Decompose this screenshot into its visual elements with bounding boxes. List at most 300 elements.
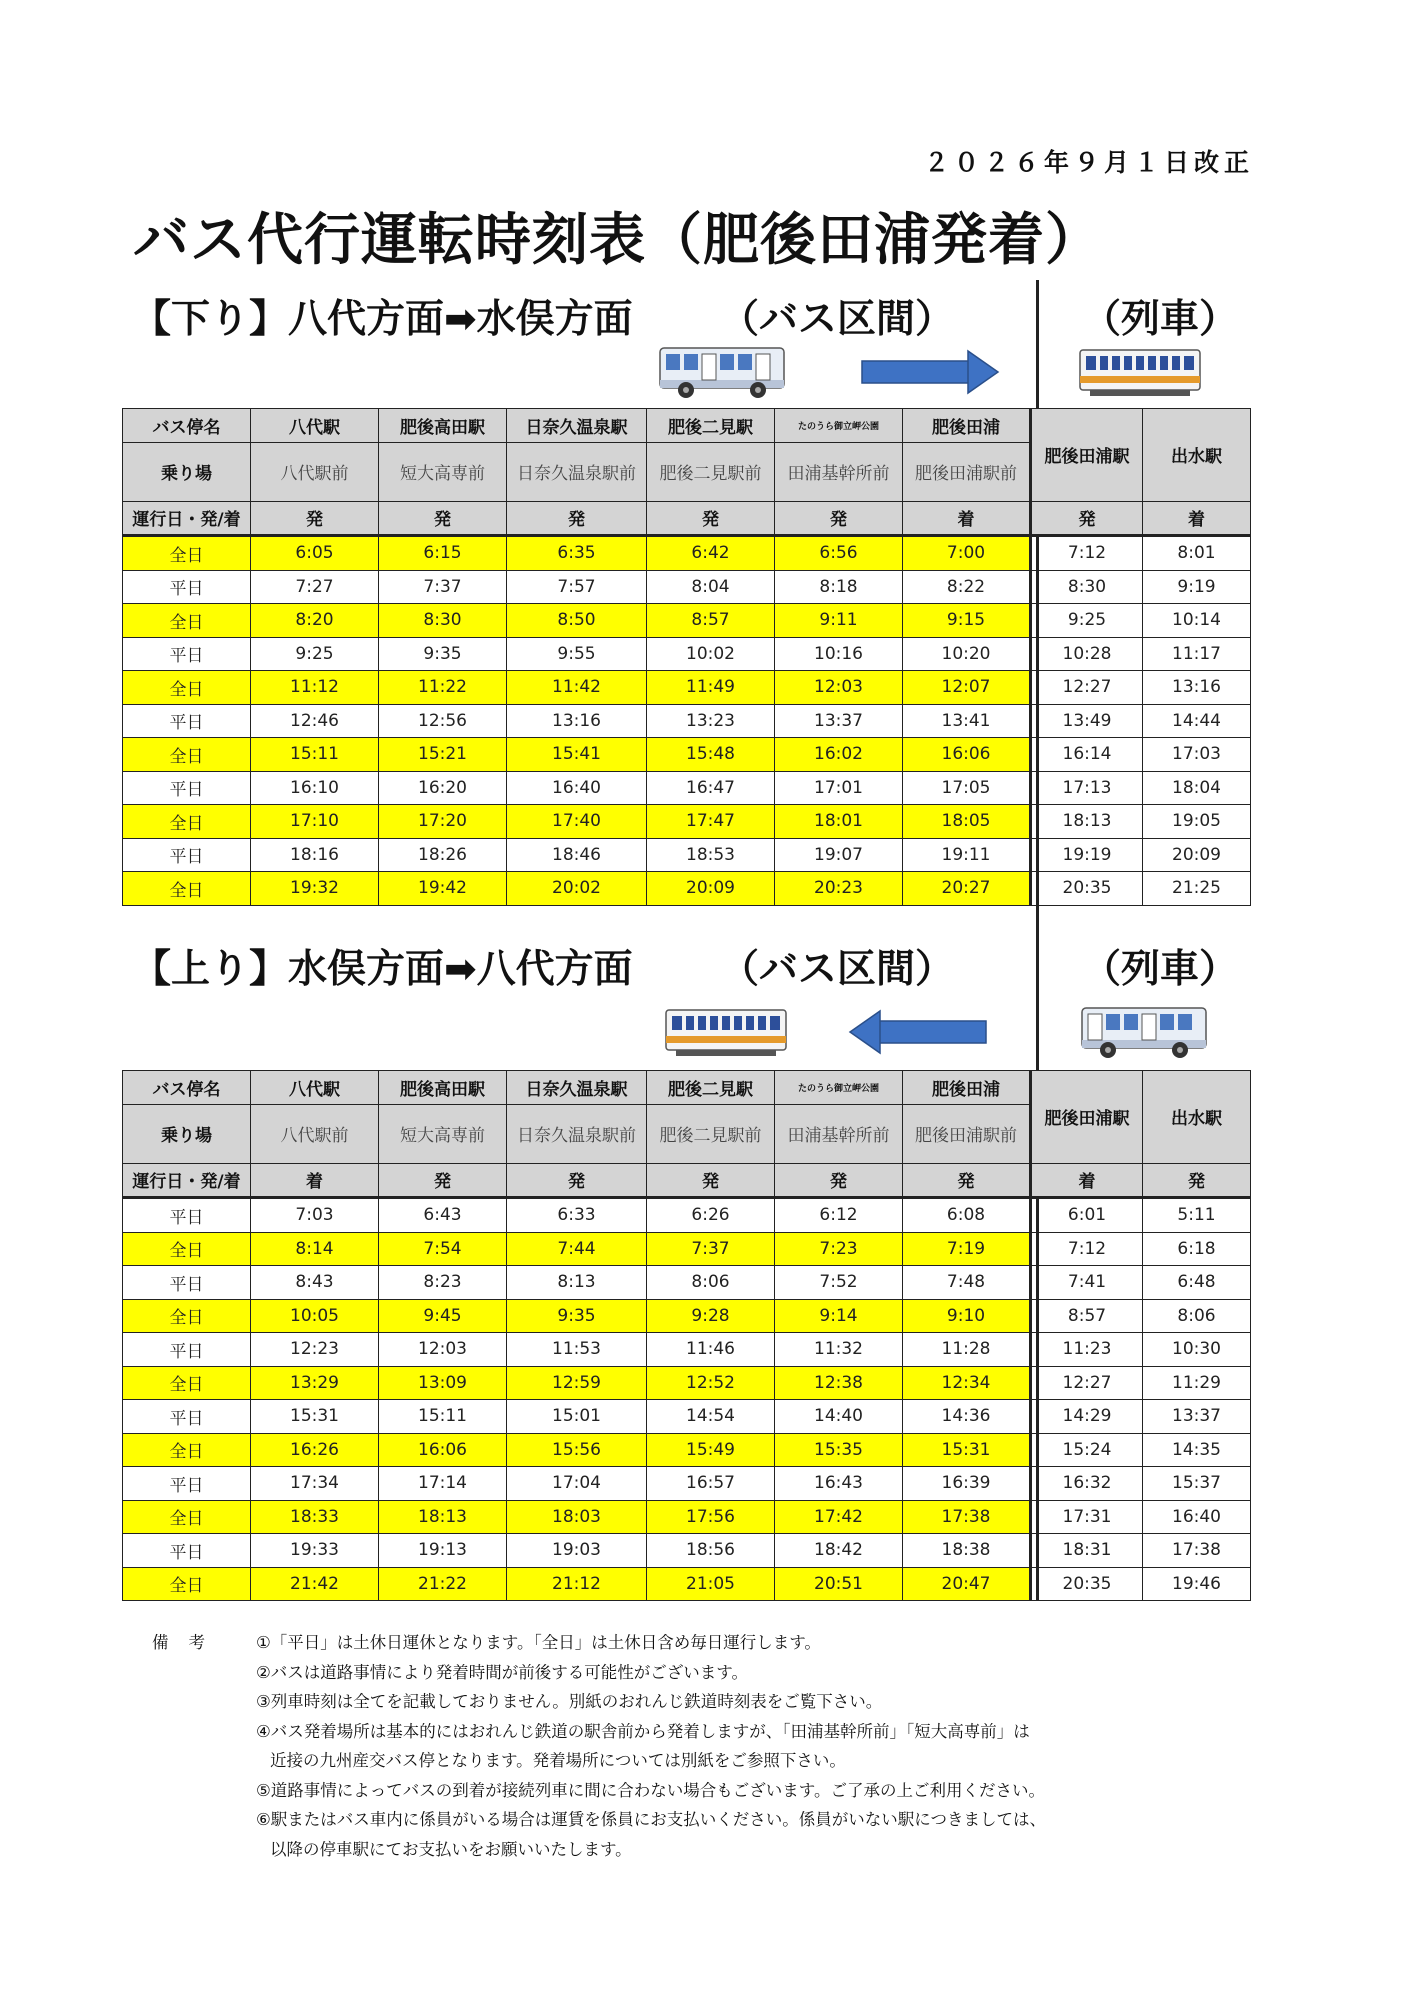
bus-time-cell: 9:10 [903, 1299, 1031, 1333]
bus-time-cell: 7:37 [647, 1232, 775, 1266]
train-time-cell: 18:31 [1031, 1534, 1143, 1568]
bus-time-cell: 16:06 [379, 1433, 507, 1467]
bus-icon [1080, 1004, 1210, 1062]
bus-time-cell: 8:06 [647, 1266, 775, 1300]
station-header: たのうら御立岬公園 [775, 1071, 903, 1105]
direction-cell: 発 [507, 1163, 647, 1198]
bus-time-cell: 6:15 [379, 536, 507, 571]
op-label: 運行日・発/着 [123, 1163, 251, 1198]
direction-cell: 着 [1031, 1163, 1143, 1198]
bus-time-cell: 16:47 [647, 771, 775, 805]
direction-cell: 発 [647, 501, 775, 536]
bus-time-cell: 12:23 [251, 1333, 379, 1367]
note-item: ④バス発着場所は基本的にはおれんじ鉄道の駅舎前から発着しますが、「田浦基幹所前」「短大高専前」は [256, 1721, 1030, 1741]
bus-time-cell: 20:27 [903, 872, 1031, 906]
bus-time-cell: 7:00 [903, 536, 1031, 571]
bus-time-cell: 16:06 [903, 738, 1031, 772]
train-time-cell: 8:06 [1143, 1299, 1251, 1333]
day-type-cell: 平日 [123, 637, 251, 671]
station-header: 日奈久温泉駅 [507, 1071, 647, 1105]
timetable-row [123, 671, 1251, 705]
train-time-cell: 14:44 [1143, 704, 1251, 738]
place-name: 田浦基幹所前 [775, 1104, 903, 1163]
direction-cell: 発 [903, 1163, 1031, 1198]
train-time-cell: 11:23 [1031, 1333, 1143, 1367]
day-type-cell: 平日 [123, 1400, 251, 1434]
train-time-cell: 10:14 [1143, 604, 1251, 638]
bus-time-cell: 17:01 [775, 771, 903, 805]
bus-time-cell: 6:42 [647, 536, 775, 571]
train-time-cell: 20:35 [1031, 1567, 1143, 1601]
day-type-cell: 全日 [123, 805, 251, 839]
direction-cell: 発 [775, 501, 903, 536]
train-time-cell: 9:25 [1031, 604, 1143, 638]
train-time-cell: 17:38 [1143, 1534, 1251, 1568]
train-time-cell: 17:13 [1031, 771, 1143, 805]
train-time-cell: 11:29 [1143, 1366, 1251, 1400]
note-item: 以降の停車駅にてお支払いをお願いいたします。 [270, 1839, 632, 1859]
train-station-header: 出水駅 [1143, 1071, 1251, 1164]
bus-time-cell: 6:33 [507, 1198, 647, 1233]
bus-time-cell: 11:12 [251, 671, 379, 705]
train-time-cell: 7:12 [1031, 536, 1143, 571]
train-time-cell: 6:18 [1143, 1232, 1251, 1266]
train-time-cell: 10:28 [1031, 637, 1143, 671]
station-header: 八代駅 [251, 1071, 379, 1105]
up-timetable [122, 1070, 1251, 1601]
station-header: たのうら御立岬公園 [775, 409, 903, 443]
bus-time-cell: 7:44 [507, 1232, 647, 1266]
direction-cell: 発 [1143, 1163, 1251, 1198]
bus-time-cell: 20:47 [903, 1567, 1031, 1601]
station-header: 肥後高田駅 [379, 1071, 507, 1105]
timetable-row [123, 1467, 1251, 1501]
bus-time-cell: 18:05 [903, 805, 1031, 839]
place-name: 八代駅前 [251, 442, 379, 501]
bus-time-cell: 7:48 [903, 1266, 1031, 1300]
timetable-row [123, 1500, 1251, 1534]
bus-time-cell: 18:03 [507, 1500, 647, 1534]
bus-time-cell: 9:35 [507, 1299, 647, 1333]
note-item: ③列車時刻は全てを記載しておりません。別紙のおれんじ鉄道時刻表をご覧下さい。 [256, 1692, 883, 1711]
day-type-cell: 全日 [123, 738, 251, 772]
day-type-cell: 平日 [123, 838, 251, 872]
train-time-cell: 14:35 [1143, 1433, 1251, 1467]
train-time-cell: 18:04 [1143, 771, 1251, 805]
day-type-cell: 平日 [123, 1333, 251, 1367]
day-type-cell: 全日 [123, 1500, 251, 1534]
bus-time-cell: 7:54 [379, 1232, 507, 1266]
train-time-cell: 8:30 [1031, 570, 1143, 604]
bus-time-cell: 10:16 [775, 637, 903, 671]
bus-time-cell: 8:13 [507, 1266, 647, 1300]
timetable-row [123, 637, 1251, 671]
bus-time-cell: 17:20 [379, 805, 507, 839]
bus-time-cell: 16:40 [507, 771, 647, 805]
direction-cell: 発 [379, 501, 507, 536]
train-time-cell: 17:03 [1143, 738, 1251, 772]
train-time-cell: 13:37 [1143, 1400, 1251, 1434]
train-time-cell: 8:57 [1031, 1299, 1143, 1333]
note-item: 近接の九州産交バス停となります。発着場所については別紙をご参照下さい。 [270, 1751, 846, 1770]
bus-time-cell: 15:56 [507, 1433, 647, 1467]
bus-time-cell: 7:37 [379, 570, 507, 604]
bus-time-cell: 18:42 [775, 1534, 903, 1568]
train-time-cell: 14:29 [1031, 1400, 1143, 1434]
bus-time-cell: 10:02 [647, 637, 775, 671]
direction-cell: 発 [507, 501, 647, 536]
place-name: 短大高専前 [379, 442, 507, 501]
bus-time-cell: 18:38 [903, 1534, 1031, 1568]
bus-time-cell: 15:49 [647, 1433, 775, 1467]
timetable-row [123, 570, 1251, 604]
bus-time-cell: 8:50 [507, 604, 647, 638]
train-time-cell: 19:46 [1143, 1567, 1251, 1601]
timetable-row [123, 1433, 1251, 1467]
bus-time-cell: 7:23 [775, 1232, 903, 1266]
train-time-cell: 20:35 [1031, 872, 1143, 906]
timetable-row [123, 1400, 1251, 1434]
station-header: 肥後田浦 [903, 409, 1031, 443]
bus-time-cell: 18:53 [647, 838, 775, 872]
train-time-cell: 6:48 [1143, 1266, 1251, 1300]
day-type-cell: 全日 [123, 1433, 251, 1467]
timetable-row [123, 704, 1251, 738]
day-type-cell: 平日 [123, 704, 251, 738]
bus-time-cell: 16:10 [251, 771, 379, 805]
timetable-row [123, 1232, 1251, 1266]
bus-time-cell: 16:26 [251, 1433, 379, 1467]
train-time-cell: 19:19 [1031, 838, 1143, 872]
timetable-row [123, 1333, 1251, 1367]
bus-time-cell: 17:42 [775, 1500, 903, 1534]
bus-time-cell: 12:03 [379, 1333, 507, 1367]
bus-time-cell: 8:23 [379, 1266, 507, 1300]
op-label: 運行日・発/着 [123, 501, 251, 536]
bus-time-cell: 16:43 [775, 1467, 903, 1501]
bus-time-cell: 16:20 [379, 771, 507, 805]
bus-time-cell: 19:33 [251, 1534, 379, 1568]
bus-time-cell: 8:04 [647, 570, 775, 604]
bus-time-cell: 10:20 [903, 637, 1031, 671]
bus-time-cell: 11:22 [379, 671, 507, 705]
bus-time-cell: 17:10 [251, 805, 379, 839]
train-time-cell: 15:37 [1143, 1467, 1251, 1501]
bus-time-cell: 15:11 [251, 738, 379, 772]
bus-time-cell: 12:52 [647, 1366, 775, 1400]
down-bus-section-label: （バス区間） [720, 297, 955, 342]
place-name: 八代駅前 [251, 1104, 379, 1163]
bus-time-cell: 6:05 [251, 536, 379, 571]
bus-time-cell: 12:59 [507, 1366, 647, 1400]
timetable-row [123, 838, 1251, 872]
place-name: 肥後田浦駅前 [903, 442, 1031, 501]
bus-time-cell: 20:02 [507, 872, 647, 906]
bus-time-cell: 19:32 [251, 872, 379, 906]
train-time-cell: 7:12 [1031, 1232, 1143, 1266]
bus-time-cell: 11:28 [903, 1333, 1031, 1367]
bus-time-cell: 17:34 [251, 1467, 379, 1501]
direction-cell: 発 [251, 501, 379, 536]
bus-time-cell: 7:03 [251, 1198, 379, 1233]
bus-time-cell: 7:19 [903, 1232, 1031, 1266]
bus-time-cell: 7:52 [775, 1266, 903, 1300]
bus-time-cell: 12:38 [775, 1366, 903, 1400]
train-time-cell: 10:30 [1143, 1333, 1251, 1367]
bus-time-cell: 16:57 [647, 1467, 775, 1501]
bus-time-cell: 18:33 [251, 1500, 379, 1534]
train-time-cell: 19:05 [1143, 805, 1251, 839]
note-item: ⑥駅またはバス車内に係員がいる場合は運賃を係員にお支払いください。係員がいない駅につきましては、 [256, 1810, 1046, 1829]
bus-time-cell: 9:14 [775, 1299, 903, 1333]
bus-time-cell: 9:15 [903, 604, 1031, 638]
bus-time-cell: 8:14 [251, 1232, 379, 1266]
up-section-title: 【上り】水俣方面➡八代方面 [132, 947, 633, 992]
train-time-cell: 16:14 [1031, 738, 1143, 772]
train-time-cell: 18:13 [1031, 805, 1143, 839]
bus-time-cell: 13:41 [903, 704, 1031, 738]
timetable-row [123, 872, 1251, 906]
day-type-cell: 全日 [123, 1299, 251, 1333]
bus-time-cell: 11:53 [507, 1333, 647, 1367]
bus-time-cell: 13:29 [251, 1366, 379, 1400]
bus-time-cell: 9:11 [775, 604, 903, 638]
place-name: 田浦基幹所前 [775, 442, 903, 501]
direction-cell: 発 [647, 1163, 775, 1198]
bus-time-cell: 8:22 [903, 570, 1031, 604]
train-time-cell: 15:24 [1031, 1433, 1143, 1467]
down-section-title: 【下り】八代方面➡水俣方面 [132, 297, 633, 342]
bus-time-cell: 19:42 [379, 872, 507, 906]
timetable-row [123, 738, 1251, 772]
arrow-right-icon [860, 348, 1000, 396]
page-title: バス代行運転時刻表（肥後田浦発着） [133, 208, 1102, 273]
place-name: 短大高専前 [379, 1104, 507, 1163]
place-name: 日奈久温泉駅前 [507, 442, 647, 501]
place-name: 肥後二見駅前 [647, 442, 775, 501]
bus-time-cell: 12:03 [775, 671, 903, 705]
bus-time-cell: 9:55 [507, 637, 647, 671]
station-header: 肥後高田駅 [379, 409, 507, 443]
train-station-header: 肥後田浦駅 [1031, 409, 1143, 502]
train-time-cell: 21:25 [1143, 872, 1251, 906]
bus-time-cell: 15:31 [903, 1433, 1031, 1467]
place-name: 肥後二見駅前 [647, 1104, 775, 1163]
train-time-cell: 17:31 [1031, 1500, 1143, 1534]
bus-time-cell: 15:31 [251, 1400, 379, 1434]
train-station-header: 肥後田浦駅 [1031, 1071, 1143, 1164]
bus-time-cell: 18:16 [251, 838, 379, 872]
bus-time-cell: 17:38 [903, 1500, 1031, 1534]
bus-time-cell: 15:21 [379, 738, 507, 772]
bus-time-cell: 19:07 [775, 838, 903, 872]
timetable-row [123, 604, 1251, 638]
train-time-cell: 12:27 [1031, 1366, 1143, 1400]
bus-time-cell: 6:08 [903, 1198, 1031, 1233]
bus-time-cell: 19:11 [903, 838, 1031, 872]
bus-time-cell: 12:46 [251, 704, 379, 738]
bus-time-cell: 17:47 [647, 805, 775, 839]
bus-time-cell: 15:11 [379, 1400, 507, 1434]
bus-stop-label: バス停名 [123, 1071, 251, 1105]
place-label: 乗り場 [123, 1104, 251, 1163]
day-type-cell: 全日 [123, 1366, 251, 1400]
bus-time-cell: 13:16 [507, 704, 647, 738]
down-timetable [122, 408, 1251, 906]
timetable-row [123, 1366, 1251, 1400]
bus-time-cell: 18:26 [379, 838, 507, 872]
timetable-row [123, 1567, 1251, 1601]
bus-time-cell: 21:22 [379, 1567, 507, 1601]
train-time-cell: 9:19 [1143, 570, 1251, 604]
bus-time-cell: 14:36 [903, 1400, 1031, 1434]
direction-cell: 着 [903, 501, 1031, 536]
bus-time-cell: 19:03 [507, 1534, 647, 1568]
train-time-cell: 7:41 [1031, 1266, 1143, 1300]
day-type-cell: 平日 [123, 570, 251, 604]
place-label: 乗り場 [123, 442, 251, 501]
day-type-cell: 平日 [123, 1534, 251, 1568]
timetable-row [123, 771, 1251, 805]
bus-time-cell: 21:05 [647, 1567, 775, 1601]
train-time-cell: 5:11 [1143, 1198, 1251, 1233]
bus-time-cell: 8:18 [775, 570, 903, 604]
bus-time-cell: 10:05 [251, 1299, 379, 1333]
bus-time-cell: 6:26 [647, 1198, 775, 1233]
bus-time-cell: 11:32 [775, 1333, 903, 1367]
bus-time-cell: 17:04 [507, 1467, 647, 1501]
timetable-row [123, 536, 1251, 571]
day-type-cell: 全日 [123, 872, 251, 906]
bus-time-cell: 21:42 [251, 1567, 379, 1601]
bus-time-cell: 16:02 [775, 738, 903, 772]
train-time-cell: 12:27 [1031, 671, 1143, 705]
bus-time-cell: 6:56 [775, 536, 903, 571]
bus-time-cell: 14:40 [775, 1400, 903, 1434]
bus-stop-label: バス停名 [123, 409, 251, 443]
train-time-cell: 20:09 [1143, 838, 1251, 872]
station-header: 肥後二見駅 [647, 1071, 775, 1105]
bus-time-cell: 17:40 [507, 805, 647, 839]
note-item: ⑤道路事情によってバスの到着が接続列車に間に合わない場合もございます。ご了承の上ご利用ください。 [256, 1780, 1045, 1800]
bus-time-cell: 9:45 [379, 1299, 507, 1333]
bus-time-cell: 15:41 [507, 738, 647, 772]
revision-date: ２０２６年９月１日改正 [923, 148, 1254, 177]
place-name: 日奈久温泉駅前 [507, 1104, 647, 1163]
bus-time-cell: 6:12 [775, 1198, 903, 1233]
day-type-cell: 全日 [123, 604, 251, 638]
bus-time-cell: 9:35 [379, 637, 507, 671]
bus-time-cell: 20:09 [647, 872, 775, 906]
day-type-cell: 全日 [123, 671, 251, 705]
bus-time-cell: 20:23 [775, 872, 903, 906]
train-time-cell: 13:16 [1143, 671, 1251, 705]
bus-time-cell: 21:12 [507, 1567, 647, 1601]
up-train-section-label: （列車） [1082, 947, 1239, 992]
bus-time-cell: 13:23 [647, 704, 775, 738]
bus-time-cell: 18:13 [379, 1500, 507, 1534]
day-type-cell: 平日 [123, 771, 251, 805]
day-type-cell: 平日 [123, 1266, 251, 1300]
bus-time-cell: 12:07 [903, 671, 1031, 705]
bus-time-cell: 7:27 [251, 570, 379, 604]
station-header: 肥後田浦 [903, 1071, 1031, 1105]
timetable-row [123, 1534, 1251, 1568]
note-item: ②バスは道路事情により発着時間が前後する可能性がございます。 [256, 1662, 748, 1682]
bus-icon [658, 344, 788, 402]
train-time-cell: 8:01 [1143, 536, 1251, 571]
bus-time-cell: 18:56 [647, 1534, 775, 1568]
train-time-cell: 16:40 [1143, 1500, 1251, 1534]
note-item: ①「平日」は土休日運休となります。「全日」は土休日含め毎日運行します。 [256, 1633, 821, 1652]
bus-time-cell: 19:13 [379, 1534, 507, 1568]
down-train-section-label: （列車） [1082, 297, 1239, 342]
day-type-cell: 全日 [123, 1232, 251, 1266]
bus-time-cell: 6:35 [507, 536, 647, 571]
train-time-cell: 13:49 [1031, 704, 1143, 738]
day-type-cell: 全日 [123, 1567, 251, 1601]
timetable-row [123, 1266, 1251, 1300]
notes-label: 備考 [152, 1633, 225, 1652]
day-type-cell: 平日 [123, 1198, 251, 1233]
bus-time-cell: 12:56 [379, 704, 507, 738]
direction-cell: 発 [1031, 501, 1143, 536]
train-icon [662, 1004, 792, 1062]
bus-time-cell: 11:49 [647, 671, 775, 705]
bus-time-cell: 7:57 [507, 570, 647, 604]
bus-time-cell: 20:51 [775, 1567, 903, 1601]
day-type-cell: 全日 [123, 536, 251, 571]
train-time-cell: 11:17 [1143, 637, 1251, 671]
bus-time-cell: 11:42 [507, 671, 647, 705]
bus-time-cell: 17:14 [379, 1467, 507, 1501]
timetable-row [123, 1198, 1251, 1233]
station-header: 日奈久温泉駅 [507, 409, 647, 443]
bus-time-cell: 8:30 [379, 604, 507, 638]
bus-time-cell: 15:01 [507, 1400, 647, 1434]
bus-time-cell: 16:39 [903, 1467, 1031, 1501]
bus-time-cell: 17:56 [647, 1500, 775, 1534]
train-time-cell: 16:32 [1031, 1467, 1143, 1501]
bus-time-cell: 13:09 [379, 1366, 507, 1400]
direction-cell: 発 [379, 1163, 507, 1198]
station-header: 八代駅 [251, 409, 379, 443]
train-time-cell: 6:01 [1031, 1198, 1143, 1233]
station-header: 肥後二見駅 [647, 409, 775, 443]
bus-time-cell: 11:46 [647, 1333, 775, 1367]
bus-time-cell: 9:28 [647, 1299, 775, 1333]
direction-cell: 発 [775, 1163, 903, 1198]
train-icon [1076, 344, 1206, 402]
bus-time-cell: 17:05 [903, 771, 1031, 805]
arrow-left-icon [848, 1008, 988, 1056]
bus-time-cell: 8:43 [251, 1266, 379, 1300]
direction-cell: 着 [251, 1163, 379, 1198]
bus-time-cell: 15:48 [647, 738, 775, 772]
bus-time-cell: 18:01 [775, 805, 903, 839]
bus-time-cell: 14:54 [647, 1400, 775, 1434]
bus-time-cell: 15:35 [775, 1433, 903, 1467]
bus-time-cell: 18:46 [507, 838, 647, 872]
direction-cell: 着 [1143, 501, 1251, 536]
timetable-row [123, 1299, 1251, 1333]
bus-time-cell: 8:20 [251, 604, 379, 638]
bus-time-cell: 8:57 [647, 604, 775, 638]
train-station-header: 出水駅 [1143, 409, 1251, 502]
bus-time-cell: 12:34 [903, 1366, 1031, 1400]
bus-time-cell: 13:37 [775, 704, 903, 738]
bus-time-cell: 9:25 [251, 637, 379, 671]
